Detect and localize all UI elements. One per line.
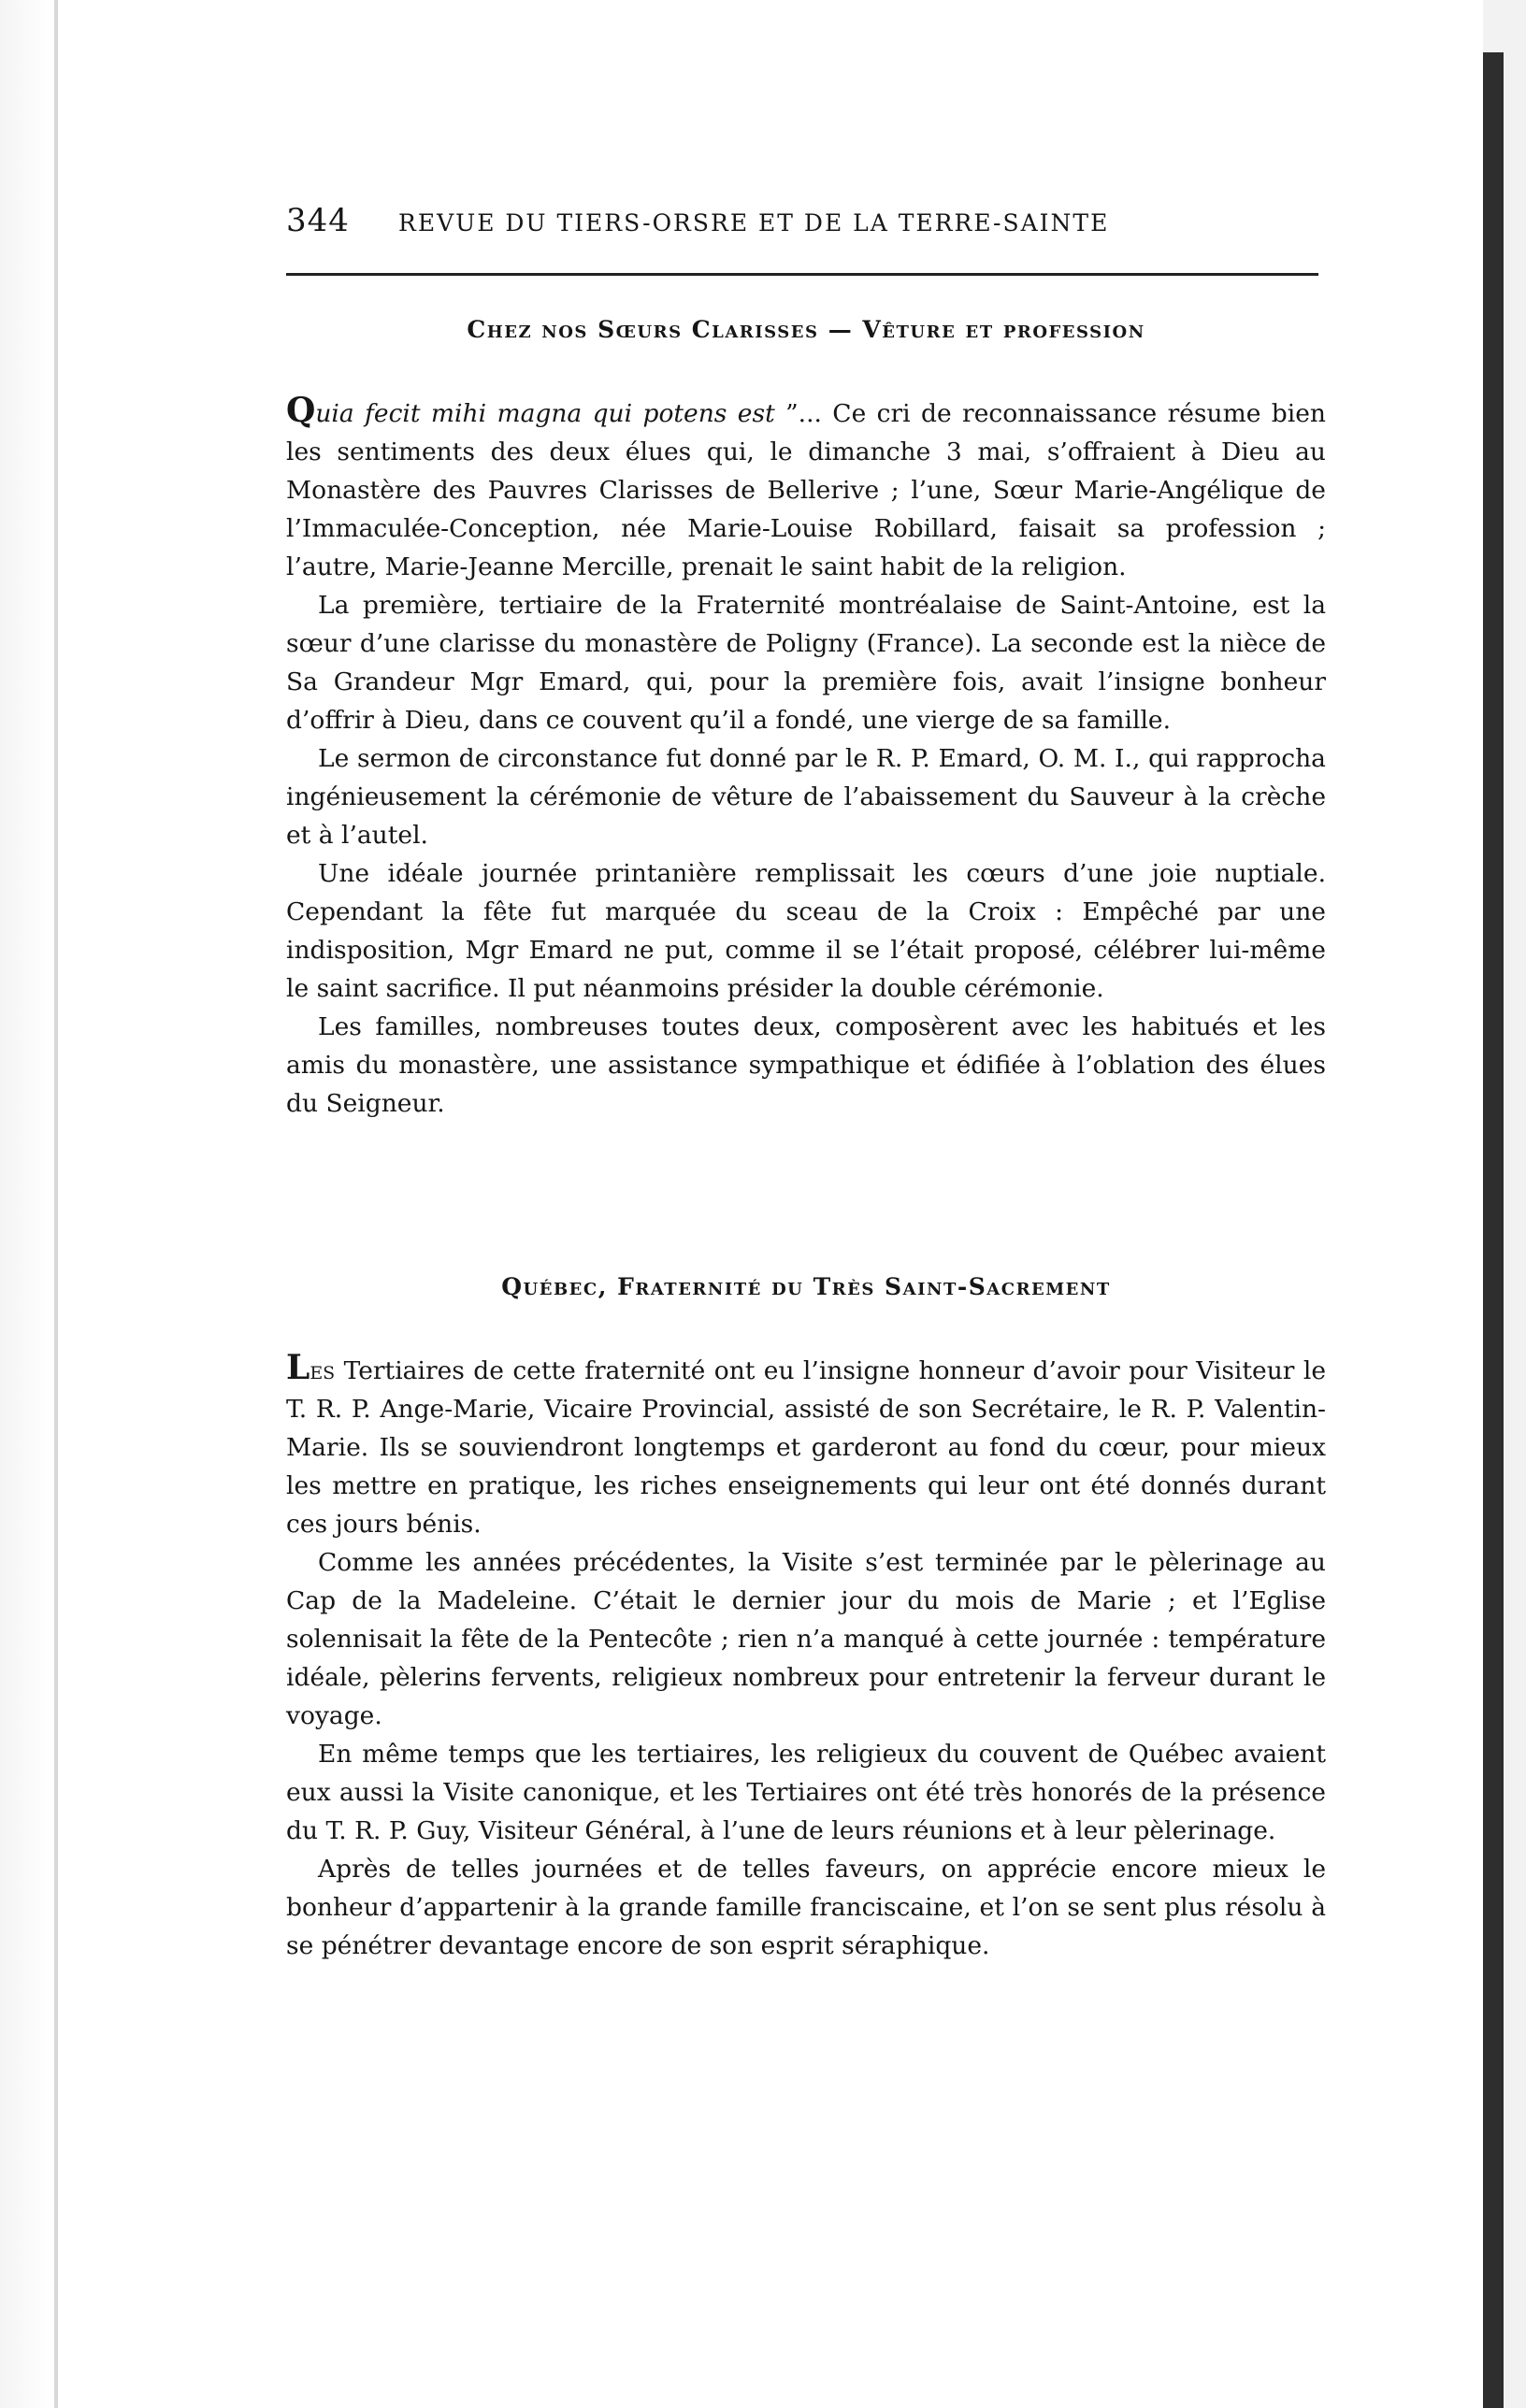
paragraph: La première, tertiaire de la Fraternité montréalaise de Saint-Antoine, est la sœur d’une clarisse du monastère de Poligny (France). La seconde est la nièce de Sa Grandeur Mgr Emard, qui, pour la première fois, avait l’insigne bonheur d’offrir à Dieu, dans ce couvent qu’il a fondé, une vierge de sa famille. bbox=[286, 591, 1326, 735]
paragraph-text: ”... Ce cri de reconnaissance résume bien les sentiments des deux élues qui, le dimanche 3 mai, s’offraient à Dieu au Monastère des Pauvres Clarisses de Bellerive ; l’une, Sœur Marie-Angélique de l’Immaculée-Conception, née Marie-Louise Robillard, faisait sa profession ; l’autre, Marie-Jeanne Mercille, prenait le saint habit de la religion. bbox=[286, 399, 1326, 581]
scan-right-edge-top bbox=[1483, 0, 1504, 52]
header-rule bbox=[286, 273, 1318, 276]
article-title: Chez nos Sœurs Clarisses — Vêture et profession bbox=[467, 316, 1145, 343]
paragraph: Le sermon de circonstance fut donné par le R. P. Emard, O. M. I., qui rapprocha ingénieusement la cérémonie de vêture de l’abaissement du Sauveur à la crèche et à l’autel. bbox=[286, 744, 1326, 850]
paragraph: En même temps que les tertiaires, les religieux du couvent de Québec avaient eux aussi la Visite canonique, et les Tertiaires ont été très honorés de la présence du T. R. P. Guy, Visiteur Général, à l’une de leurs réunions et à leur pèlerinage. bbox=[286, 1740, 1326, 1845]
paragraph-text: Tertiaires de cette fraternité ont eu l’insigne honneur d’avoir pour Visiteur le T. R. P. Ange-Marie, Vicaire Provincial, assisté de son Secrétaire, le R. P. Valentin-Marie. Ils se souviendront longtemps et garderont au fond du cœur, pour mieux les mettre en pratique, les riches enseignements qui leur ont été donnés durant ces jours bénis. bbox=[286, 1356, 1326, 1539]
article-clarisses bbox=[286, 316, 1326, 1123]
paragraph bbox=[286, 1348, 1326, 1543]
running-title: REVUE DU TIERS-ORSRE ET DE LA TERRE-SAINTE bbox=[398, 209, 1110, 236]
page-number: 344 bbox=[286, 202, 350, 239]
drop-initial: L bbox=[286, 1348, 310, 1387]
scan-right-binding-shadow bbox=[1483, 52, 1504, 2408]
drop-initial: Q bbox=[286, 391, 316, 430]
scan-left-margin bbox=[0, 0, 52, 2408]
paragraph bbox=[286, 391, 1326, 586]
small-caps-text: es bbox=[310, 1356, 336, 1385]
scan-left-edge-line bbox=[54, 0, 58, 2408]
article-quebec bbox=[286, 1273, 1326, 1965]
latin-quote: uia fecit mihi magna qui potens est bbox=[315, 399, 775, 428]
paragraph: Une idéale journée printanière remplissait les cœurs d’une joie nuptiale. Cependant la fête fut marquée du sceau de la Croix : Empêché par une indisposition, Mgr Emard ne put, comme il se l’était proposé, célébrer lui-même le saint sacrifice. Il put néanmoins présider la double cérémonie. bbox=[286, 859, 1326, 1003]
scan-right-margin bbox=[1504, 0, 1526, 2408]
paragraph: Les familles, nombreuses toutes deux, composèrent avec les habitués et les amis du monastère, une assistance sympathique et édifiée à l’oblation des élues du Seigneur. bbox=[286, 1012, 1326, 1118]
paragraph: Comme les années précédentes, la Visite s’est terminée par le pèlerinage au Cap de la Madeleine. C’était le dernier jour du mois de Marie ; et l’Eglise solennisait la fête de la Pentecôte ; rien n’a manqué à cette journée : température idéale, pèlerins fervents, religieux nombreux pour entretenir la ferveur durant le voyage. bbox=[286, 1548, 1326, 1730]
page-header bbox=[286, 202, 1326, 254]
article-title: Québec, Fraternité du Très Saint-Sacrement bbox=[501, 1273, 1111, 1300]
paragraph: Après de telles journées et de telles faveurs, on apprécie encore mieux le bonheur d’appartenir à la grande famille franciscaine, et l’on se sent plus résolu à se pénétrer devantage encore de son esprit séraphique. bbox=[286, 1855, 1326, 1960]
